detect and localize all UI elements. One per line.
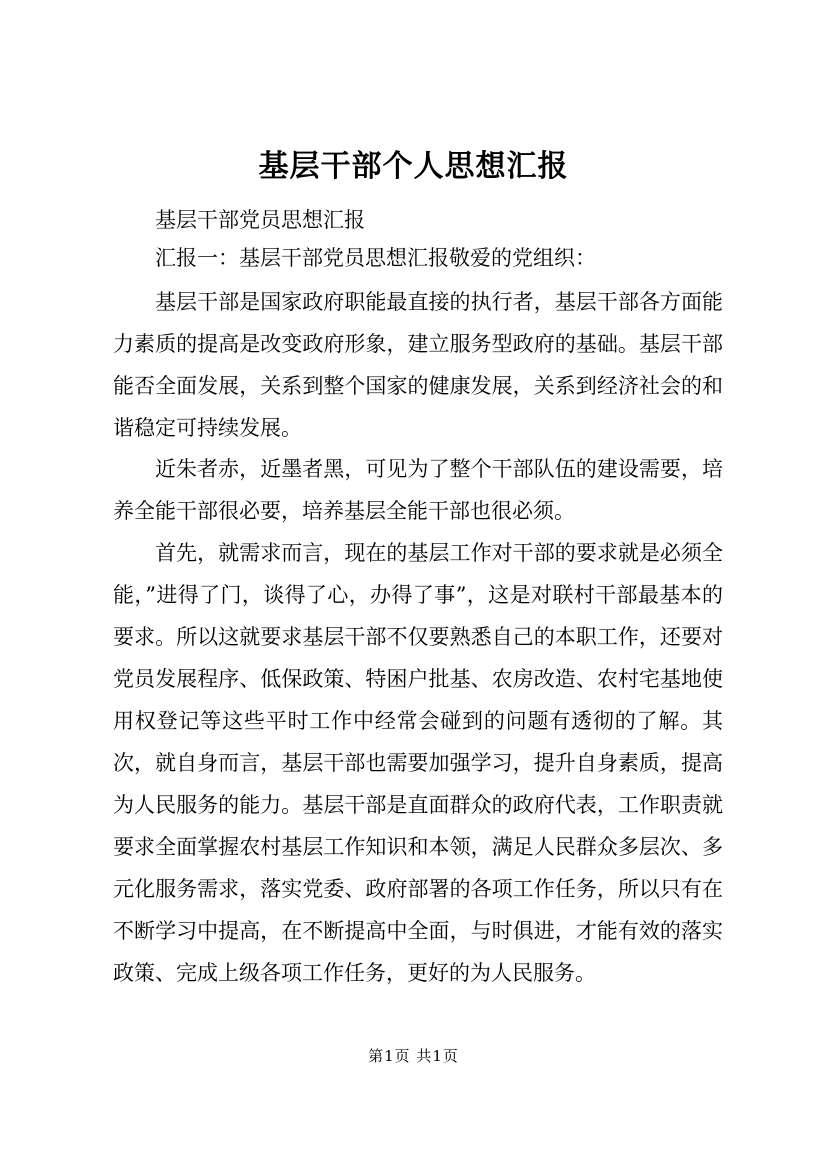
page-indicator: 第1页 共1页: [368, 1047, 459, 1065]
document-title: 基层干部个人思想汇报: [258, 149, 569, 184]
paragraph-2: 近朱者赤，近墨者黑，可见为了整个干部队伍的建设需要，培养全能干部很必要，培养基层全能干部也很必须。: [113, 457, 723, 523]
paragraph-1: 基层干部是国家政府职能最直接的执行者，基层干部各方面能力素质的提高是改变政府形象，建立服务型政府的基础。基层干部能否全面发展，关系到整个国家的健康发展，关系到经济社会的和谐稳定可持续发展。: [113, 290, 723, 440]
salutation-line: 汇报一：基层干部党员思想汇报敬爱的党组织：: [155, 246, 596, 270]
document-subtitle: 基层干部党员思想汇报: [155, 208, 365, 232]
paragraph-3: 首先，就需求而言，现在的基层工作对干部的要求就是必须全能，”进得了门，谈得了心，办得了事”，这是对联村干部最基本的要求。所以这就要求基层干部不仅要熟悉自己的本职工作，还要对党员发展程序、低保政策、特困户批基、农房改造、农村宅基地使用权登记等这些平时工作中经常会碰到的问题有透彻的了解。其次，就自身而言，基层干部也需要加强学习，提升自身素质，提高为人民服务的能力。基层干部是直面群众的政府代表，工作职责就要求全面掌握农村基层工作知识和本领，满足人民群众多层次、多元化服务需求，落实党委、政府部署的各项工作任务，所以只有在不断学习中提高，在不断提高中全面，与时俱进，才能有效的落实政策、完成上级各项工作任务，更好的为人民服务。: [113, 541, 723, 985]
